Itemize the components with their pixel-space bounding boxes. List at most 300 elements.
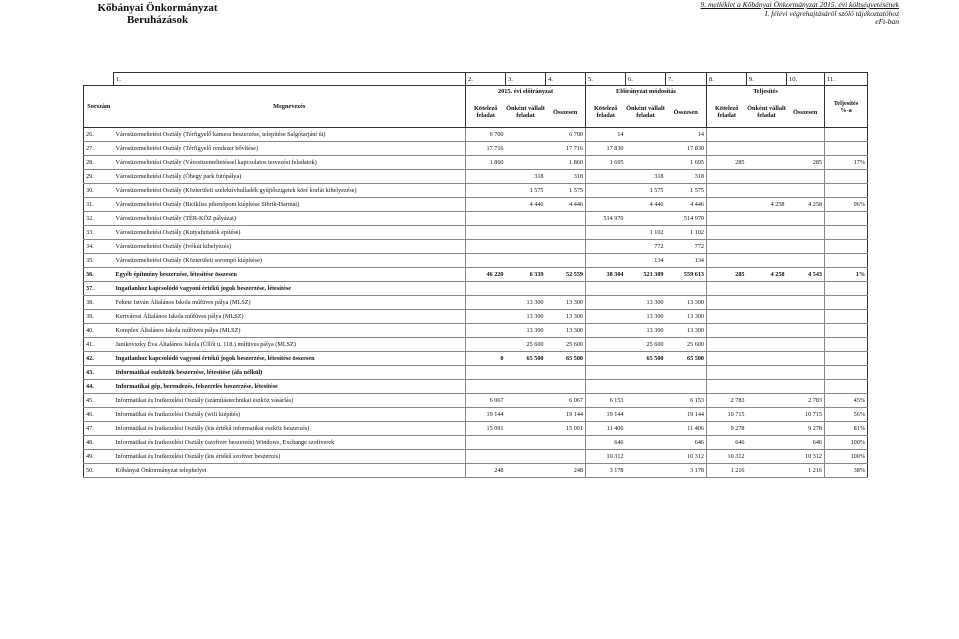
row-name: Városüzemeltetési Osztály (Bicikliss pihenőpont kiépítése Sibrik-Harmat): [114, 198, 466, 212]
row-value: [787, 282, 825, 296]
row-value: [626, 380, 666, 394]
row-number: 48.: [84, 436, 114, 450]
table-row: [84, 310, 868, 324]
header-megnevezes: Megnevezés: [114, 86, 466, 128]
row-value: 4 258: [747, 198, 787, 212]
row-value: [747, 184, 787, 198]
header-teljesites: Teljesítés: [707, 86, 825, 98]
row-value: 10 312: [787, 450, 825, 464]
row-value: [506, 128, 546, 142]
row-value: [626, 436, 666, 450]
row-value: [666, 366, 707, 380]
header-modositott: Előirányzat módosítás: [586, 86, 707, 98]
row-value: 1 575: [546, 184, 586, 198]
row-value: 14: [666, 128, 707, 142]
header-osszesen: Összesen: [787, 97, 825, 128]
row-value: [747, 394, 787, 408]
row-number: 33.: [84, 226, 114, 240]
row-value: [825, 184, 868, 198]
row-value: 81%: [825, 422, 868, 436]
row-name: Informatikai és Iratkezelési Osztály (kis értékű szoftver beszerzés): [114, 450, 466, 464]
row-value: [586, 366, 626, 380]
row-value: [466, 366, 506, 380]
table-row: [84, 394, 868, 408]
row-value: 13 300: [546, 324, 586, 338]
row-value: [546, 212, 586, 226]
row-value: 45%: [825, 394, 868, 408]
row-value: [825, 254, 868, 268]
row-value: [466, 450, 506, 464]
table-row: [84, 226, 868, 240]
row-value: [787, 310, 825, 324]
row-name: Városüzemeltetési Osztály (Ivókút kihelyezés): [114, 240, 466, 254]
row-value: [506, 142, 546, 156]
row-value: [747, 408, 787, 422]
row-value: 17 830: [586, 142, 626, 156]
table-row: [84, 128, 868, 142]
row-number: 29.: [84, 170, 114, 184]
row-value: [707, 254, 747, 268]
row-name: Kőbányai Önkormányzat telephelyei: [114, 464, 466, 478]
row-value: [787, 184, 825, 198]
row-value: [466, 184, 506, 198]
row-value: [825, 212, 868, 226]
row-value: 646: [707, 436, 747, 450]
row-value: [626, 464, 666, 478]
table-row: [84, 212, 868, 226]
row-value: 6 067: [546, 394, 586, 408]
row-value: [787, 338, 825, 352]
row-value: 9 278: [787, 422, 825, 436]
row-name: Városüzemeltetési Osztály (Óhegy park futópálya): [114, 170, 466, 184]
row-value: [466, 296, 506, 310]
table-row: [84, 296, 868, 310]
row-value: 0: [466, 352, 506, 366]
row-value: [825, 282, 868, 296]
row-value: 11 406: [666, 422, 707, 436]
col-number: 6.: [626, 73, 666, 86]
row-value: [787, 142, 825, 156]
row-value: [747, 212, 787, 226]
row-value: 65 500: [546, 352, 586, 366]
row-value: [787, 352, 825, 366]
row-value: [707, 324, 747, 338]
row-value: 1%: [825, 268, 868, 282]
row-value: 1 216: [707, 464, 747, 478]
row-value: [825, 296, 868, 310]
row-value: [466, 226, 506, 240]
row-value: [787, 366, 825, 380]
row-value: [825, 310, 868, 324]
row-value: 285: [707, 268, 747, 282]
row-value: [506, 212, 546, 226]
row-value: [506, 282, 546, 296]
row-value: [506, 366, 546, 380]
row-value: [586, 338, 626, 352]
row-name: Informatikai eszközök beszerzése, létesítése (áfa nélkül): [114, 366, 466, 380]
row-value: [506, 408, 546, 422]
row-value: [626, 394, 666, 408]
row-value: [825, 366, 868, 380]
table-row: [84, 142, 868, 156]
row-value: 521 309: [626, 268, 666, 282]
row-value: [626, 282, 666, 296]
row-value: 318: [626, 170, 666, 184]
row-value: [466, 338, 506, 352]
row-value: 134: [626, 254, 666, 268]
row-name: Informatikai és Iratkezelési Osztály (szoftver beszerzés) Windows, Exchange szoftverek: [114, 436, 466, 450]
row-value: 4 543: [787, 268, 825, 282]
section-name: Beruházások: [126, 14, 189, 26]
row-value: [707, 240, 747, 254]
row-value: [825, 142, 868, 156]
row-value: [586, 310, 626, 324]
row-value: 559 613: [666, 268, 707, 282]
row-value: 3 178: [666, 464, 707, 478]
row-name: Komplex Általános Iskola műfüves pálya (MLSZ): [114, 324, 466, 338]
unit-label: eFt-ban: [875, 17, 899, 27]
row-value: 1 695: [666, 156, 707, 170]
row-value: [825, 352, 868, 366]
row-value: [626, 142, 666, 156]
row-number: 47.: [84, 422, 114, 436]
row-value: [747, 436, 787, 450]
table-row: [84, 156, 868, 170]
col-number: 2.: [466, 73, 506, 86]
row-value: [707, 226, 747, 240]
table-row: [84, 254, 868, 268]
row-value: 514 970: [586, 212, 626, 226]
row-number: 43.: [84, 366, 114, 380]
row-number: 30.: [84, 184, 114, 198]
row-value: 65 500: [666, 352, 707, 366]
row-value: [787, 296, 825, 310]
row-value: 318: [546, 170, 586, 184]
row-value: 6 700: [546, 128, 586, 142]
col-number: 11.: [825, 73, 868, 86]
header-kotelezo: Kötelező feladat: [466, 97, 506, 128]
table-row: [84, 184, 868, 198]
row-number: 27.: [84, 142, 114, 156]
row-value: [787, 170, 825, 184]
row-value: 318: [506, 170, 546, 184]
row-value: [546, 366, 586, 380]
row-value: 6 067: [466, 394, 506, 408]
row-value: 514 970: [666, 212, 707, 226]
row-number: 38.: [84, 296, 114, 310]
row-value: [747, 128, 787, 142]
row-value: [825, 170, 868, 184]
row-value: 100%: [825, 436, 868, 450]
row-value: [466, 254, 506, 268]
table-row: [84, 240, 868, 254]
row-name: Városüzemeltetési Osztály (Városüzemeltetéssel kapcsolatos tervezési feladatok): [114, 156, 466, 170]
row-value: [546, 226, 586, 240]
row-value: [747, 380, 787, 394]
row-value: 1 695: [586, 156, 626, 170]
row-value: [586, 226, 626, 240]
org-name: Kőbányai Önkormányzat: [97, 2, 218, 14]
table-row: [84, 282, 868, 296]
row-value: [506, 254, 546, 268]
row-value: [747, 240, 787, 254]
row-value: [747, 324, 787, 338]
row-value: [787, 212, 825, 226]
row-value: [506, 240, 546, 254]
table-row: [84, 450, 868, 464]
row-value: [787, 128, 825, 142]
row-value: [546, 450, 586, 464]
row-value: 13 300: [506, 296, 546, 310]
row-name: Városüzemeltetési Osztály (TÉR-KÖZ pályázat): [114, 212, 466, 226]
row-value: 3 178: [586, 464, 626, 478]
header-onkent: Önként vállalt feladat: [626, 97, 666, 128]
row-value: 10 312: [707, 450, 747, 464]
row-value: [747, 226, 787, 240]
row-value: 13 300: [626, 296, 666, 310]
table-row: [84, 366, 868, 380]
row-name: Janikovszky Éva Általános Iskola (Üllői u. 118.) műfüves pálya (MLSZ): [114, 338, 466, 352]
row-value: 13 300: [626, 324, 666, 338]
row-name: Informatikai gép, berendezés, felszerelés beszerzése, létesítése: [114, 380, 466, 394]
row-value: 17%: [825, 156, 868, 170]
row-value: 10 715: [787, 408, 825, 422]
row-value: [825, 128, 868, 142]
row-value: [626, 422, 666, 436]
row-number: 42.: [84, 352, 114, 366]
row-number: 36.: [84, 268, 114, 282]
table-row: [84, 352, 868, 366]
row-value: [747, 366, 787, 380]
row-value: [747, 254, 787, 268]
row-number: 28.: [84, 156, 114, 170]
header-sorszam: Sorszám: [84, 86, 114, 128]
row-value: [707, 338, 747, 352]
row-value: 4 446: [626, 198, 666, 212]
row-value: [707, 380, 747, 394]
row-value: 38%: [825, 464, 868, 478]
header-kotelezo: Kötelező feladat: [586, 97, 626, 128]
row-value: 1 216: [787, 464, 825, 478]
row-value: 646: [666, 436, 707, 450]
row-value: [825, 324, 868, 338]
row-value: 13 300: [506, 324, 546, 338]
row-value: 646: [787, 436, 825, 450]
row-value: [626, 128, 666, 142]
row-value: [506, 436, 546, 450]
col-number: 1.: [114, 73, 466, 86]
row-value: 25 600: [626, 338, 666, 352]
row-value: 248: [546, 464, 586, 478]
row-value: 1 102: [666, 226, 707, 240]
row-value: [707, 366, 747, 380]
header-szazalek: Teljesítés %-a: [825, 86, 868, 128]
row-value: [747, 422, 787, 436]
row-name: Egyéb építmény beszerzése, létesítése összesen: [114, 268, 466, 282]
row-value: 13 300: [546, 296, 586, 310]
row-value: [666, 380, 707, 394]
row-value: 15 091: [546, 422, 586, 436]
row-value: [825, 240, 868, 254]
row-value: [707, 170, 747, 184]
row-value: [586, 296, 626, 310]
investment-table: [83, 72, 868, 478]
row-name: Informatikai és Iratkezelési Osztály (wifi kiépítés): [114, 408, 466, 422]
row-value: 4 446: [546, 198, 586, 212]
row-value: 19 144: [546, 408, 586, 422]
row-value: [466, 324, 506, 338]
row-value: 318: [666, 170, 707, 184]
row-number: 32.: [84, 212, 114, 226]
row-value: 11 406: [586, 422, 626, 436]
row-number: 46.: [84, 408, 114, 422]
row-value: [586, 170, 626, 184]
row-value: [586, 184, 626, 198]
annex-subtitle: I. félévi végrehajtásáról szóló tájékoztatóhoz: [764, 8, 899, 18]
row-value: 10 715: [707, 408, 747, 422]
row-value: [506, 450, 546, 464]
table-row: [84, 324, 868, 338]
row-value: [466, 212, 506, 226]
row-value: 4 258: [787, 198, 825, 212]
row-value: 17 716: [546, 142, 586, 156]
row-value: [666, 282, 707, 296]
row-value: [466, 380, 506, 394]
table-row: [84, 408, 868, 422]
table-row: [84, 338, 868, 352]
row-name: Ingatlanhoz kapcsolódó vagyoni értékű jogok beszerzése, létesítése: [114, 282, 466, 296]
row-value: 6 339: [506, 268, 546, 282]
table-row: [84, 464, 868, 478]
row-value: [707, 352, 747, 366]
table-row: [84, 170, 868, 184]
row-value: 96%: [825, 198, 868, 212]
row-value: [546, 380, 586, 394]
row-value: [546, 282, 586, 296]
row-value: [747, 282, 787, 296]
row-value: 2 783: [707, 394, 747, 408]
row-value: 10 312: [666, 450, 707, 464]
header-row-groups: [84, 86, 868, 98]
row-value: 6 700: [466, 128, 506, 142]
table-row: [84, 268, 868, 282]
row-number: 44.: [84, 380, 114, 394]
row-value: [626, 156, 666, 170]
row-value: 6 153: [586, 394, 626, 408]
row-number: 31.: [84, 198, 114, 212]
row-value: [787, 240, 825, 254]
row-value: 1 575: [626, 184, 666, 198]
col-number: 8.: [707, 73, 747, 86]
row-value: 1 860: [466, 156, 506, 170]
row-value: [707, 142, 747, 156]
row-value: [747, 296, 787, 310]
col-number: 3.: [506, 73, 546, 86]
row-value: 13 300: [666, 296, 707, 310]
row-value: 1 860: [546, 156, 586, 170]
table-row: [84, 436, 868, 450]
row-number: 35.: [84, 254, 114, 268]
annex-title: 9. melléklet a Kőbányai Önkormányzat 2015. évi költségvetésének: [700, 0, 899, 9]
row-value: 25 600: [506, 338, 546, 352]
row-value: [747, 352, 787, 366]
row-value: 1 575: [506, 184, 546, 198]
row-value: [546, 254, 586, 268]
row-value: 285: [787, 156, 825, 170]
row-value: 13 300: [506, 310, 546, 324]
row-value: [747, 464, 787, 478]
document-header-right: [701, 1, 899, 27]
row-name: Informatikai és Iratkezelési Osztály (kis értékű informatikai eszköz beszerzés): [114, 422, 466, 436]
col-number: 10.: [787, 73, 825, 86]
row-value: 13 300: [546, 310, 586, 324]
column-number-row: [84, 73, 868, 86]
row-name: Informatikai és Iratkezelési Osztály (számítástechnikai eszköz vásárlás): [114, 394, 466, 408]
table-row: [84, 380, 868, 394]
row-value: [626, 450, 666, 464]
row-value: 10 312: [586, 450, 626, 464]
row-value: 15 091: [466, 422, 506, 436]
row-name: Városüzemeltetési Osztály (Térfigyelő rendszer bővítése): [114, 142, 466, 156]
row-value: [626, 408, 666, 422]
row-value: [586, 282, 626, 296]
row-value: 13 300: [666, 310, 707, 324]
row-value: [747, 310, 787, 324]
row-value: [586, 254, 626, 268]
row-value: [707, 282, 747, 296]
col-number: 7.: [666, 73, 707, 86]
row-value: [747, 338, 787, 352]
row-value: [586, 198, 626, 212]
row-value: [747, 450, 787, 464]
row-value: [506, 394, 546, 408]
row-number: 45.: [84, 394, 114, 408]
row-value: [506, 226, 546, 240]
row-value: [586, 324, 626, 338]
row-value: [707, 310, 747, 324]
row-value: 100%: [825, 450, 868, 464]
row-value: [787, 254, 825, 268]
header-osszesen: Összesen: [666, 97, 707, 128]
row-value: [825, 226, 868, 240]
row-name: Kertvárosi Általános Iskola műfüves pálya (MLSZ): [114, 310, 466, 324]
row-value: [466, 240, 506, 254]
row-value: [586, 380, 626, 394]
row-value: [747, 156, 787, 170]
row-value: 4 258: [747, 268, 787, 282]
row-value: [626, 212, 666, 226]
row-value: [506, 380, 546, 394]
table-row: [84, 422, 868, 436]
row-number: 41.: [84, 338, 114, 352]
table-row: [84, 198, 868, 212]
row-value: [707, 296, 747, 310]
row-value: 46 220: [466, 268, 506, 282]
row-value: 248: [466, 464, 506, 478]
row-value: [707, 212, 747, 226]
header-kotelezo: Kötelező feladat: [707, 97, 747, 128]
row-value: 19 144: [586, 408, 626, 422]
row-value: [626, 366, 666, 380]
row-value: 2 783: [787, 394, 825, 408]
row-value: 13 300: [626, 310, 666, 324]
row-number: 50.: [84, 464, 114, 478]
row-value: 65 500: [626, 352, 666, 366]
col-number: 4.: [546, 73, 586, 86]
row-value: [506, 422, 546, 436]
row-name: Fekete István Általános Iskola műfüves pálya (MLSZ): [114, 296, 466, 310]
row-number: 39.: [84, 310, 114, 324]
